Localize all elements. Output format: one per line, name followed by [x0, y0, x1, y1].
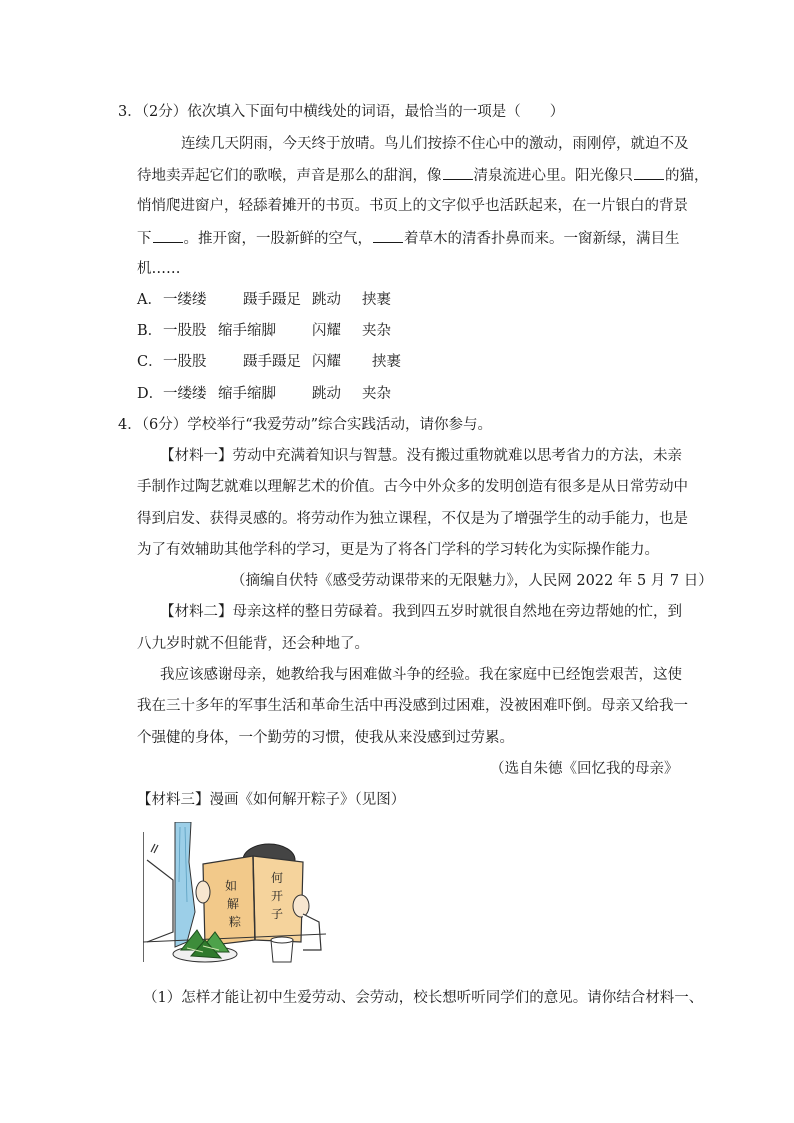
- material-1-line: 为了有效辅助其他学科的学习，更是为了将各门学科的学习转化为实际操作能力。: [137, 542, 659, 558]
- q3-stem: 3．（2分）依次填入下面句中横线处的词语，最恰当的一项是（ ）: [118, 104, 565, 120]
- material-1-source: （摘编自伏特《感受劳动课带来的无限魅力》，人民网 2022 年 5 月 7 日）: [231, 573, 713, 589]
- material-2-line: 【材料二】母亲这样的整日劳碌着。我到四五岁时就很自然地在旁边帮她的忙，到: [160, 604, 682, 620]
- option-d[interactable]: D．一缕缕 缩手缩脚 跳动 夹杂: [137, 386, 391, 402]
- material-2-line: 我应该感谢母亲，她教给我与困难做斗争的经验。我在家庭中已经饱尝艰苦，这使: [160, 667, 682, 683]
- option-a[interactable]: A．一缕缕 蹑手蹑足 跳动 挟裹: [137, 292, 391, 308]
- book-text-right: 开: [271, 889, 284, 903]
- material-1-line: 手制作过陶艺就难以理解艺术的价值。古今中外众多的发明创造有很多是从日常劳动中: [137, 479, 688, 495]
- q3-passage-line: 下 。推开窗，一股新鲜的空气， 着草木的清香扑鼻而来。一窗新绿，满目生: [137, 228, 680, 249]
- answer-blank[interactable]: [373, 228, 403, 243]
- material-2-source: （选自朱德《回忆我的母亲》: [490, 761, 679, 777]
- material-3-title: 【材料三】漫画《如何解开粽子》（见图）: [137, 792, 406, 808]
- q4-stem: 4．（6分）学校举行“我爱劳动”综合实践活动，请你参与。: [118, 417, 493, 433]
- book-text-left: 粽: [229, 915, 242, 929]
- comic-illustration: [143, 822, 326, 972]
- material-2-line: 八九岁时就不但能背，还会种地了。: [137, 636, 369, 652]
- answer-blank[interactable]: [153, 228, 183, 243]
- q3-passage-line: 待地卖弄起它们的歌喉，声音是那么的甜润，像 清泉流进心里。阳光像只 的猫，: [137, 165, 709, 186]
- q4-sub1: （1）怎样才能让初中生爱劳动、会劳动，校长想听听同学们的意见。请你结合材料一、: [143, 990, 704, 1006]
- q3-passage-line: 悄悄爬进窗户，轻舔着摊开的书页。书页上的文字似乎也活跃起来，在一片银白的背景: [137, 198, 688, 214]
- answer-blank[interactable]: [634, 165, 664, 180]
- book-text-left: 如: [225, 879, 238, 893]
- answer-blank[interactable]: [443, 165, 473, 180]
- material-2-line: 个强健的身体，一个勤劳的习惯，使我从来没感到过劳累。: [137, 730, 514, 746]
- book-text-right: 子: [271, 907, 284, 921]
- book-text-right: 何: [271, 871, 284, 885]
- book-text-left: 解: [227, 897, 240, 911]
- material-1-line: 得到启发、获得灵感的。将劳动作为独立课程，不仅是为了增强学生的动手能力，也是: [137, 511, 688, 527]
- material-1-line: 【材料一】劳动中充满着知识与智慧。没有搬过重物就难以思考省力的方法，未亲: [160, 448, 682, 464]
- option-b[interactable]: B．一股股 缩手缩脚 闪耀 夹杂: [137, 323, 391, 339]
- material-2-line: 我在三十多年的军事生活和革命生活中再没感到过困难，没被困难吓倒。母亲又给我一: [137, 698, 688, 714]
- q3-passage-line: 机……: [137, 261, 181, 277]
- option-c[interactable]: C．一股股 蹑手蹑足 闪耀 挟裹: [137, 354, 401, 370]
- q3-passage-line: 连续几天阴雨，今天终于放晴。鸟儿们按捺不住心中的激动，雨刚停，就迫不及: [181, 136, 689, 152]
